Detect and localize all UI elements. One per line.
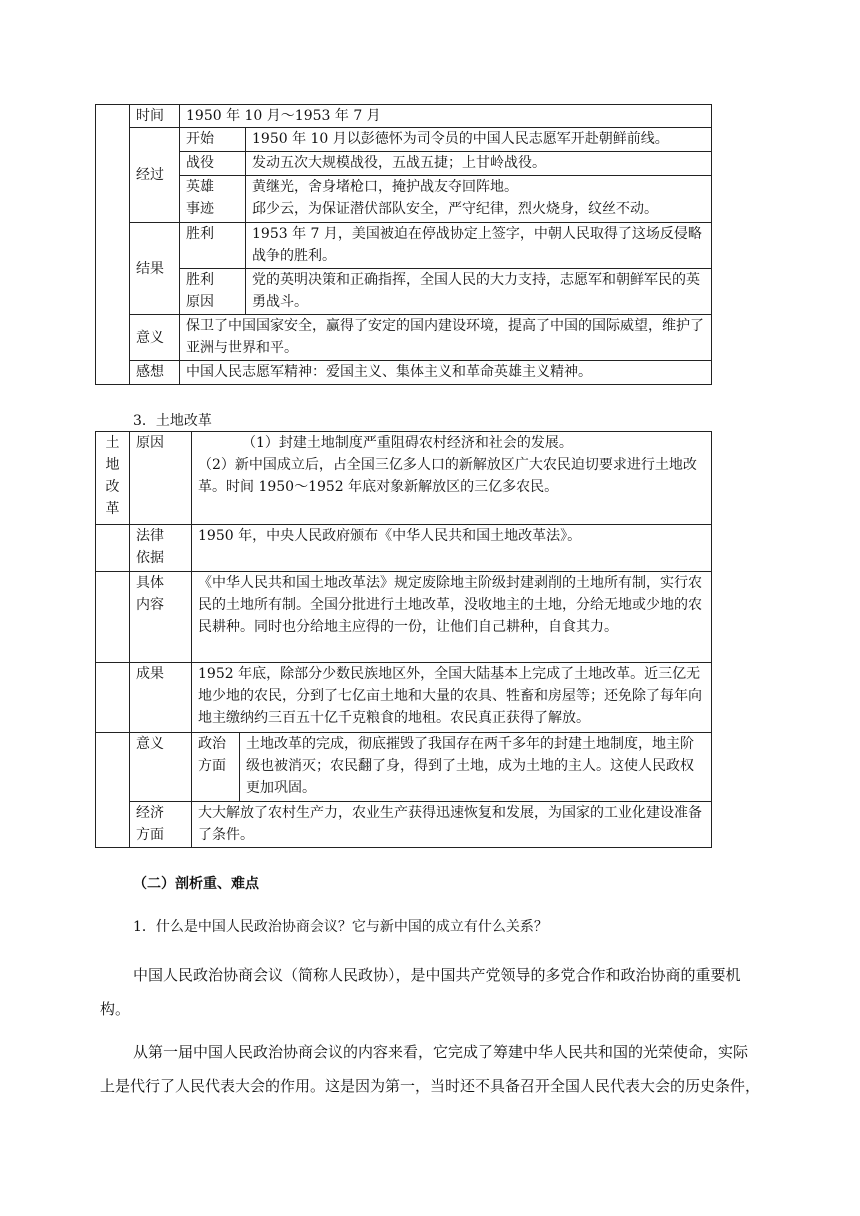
blank-cell (96, 525, 130, 572)
start-label: 开始 (180, 128, 246, 152)
reason-value: 党的英明决策和正确指挥，全国人民的大力支持，志愿军和朝鲜军民的英勇战斗。 (246, 269, 712, 315)
blank-cell (96, 663, 130, 733)
law-value: 1950 年，中央人民政府颁布《中华人民共和国土地改革法》。 (192, 525, 712, 572)
cause-label: 原因 (130, 432, 192, 525)
reason-label: 胜利 原因 (180, 269, 246, 315)
content-label: 具体 内容 (130, 572, 192, 663)
content-value: 《中华人民共和国土地改革法》规定废除地主阶级封建剥削的土地所有制，实行农民的土地所有制。全国分批进行土地改革，没收地主的土地，分给无地或少地的农民耕种。同时也分给地主应得的一份，让他们自己耕种，自食其力。 (192, 572, 712, 663)
side-blank-cell (96, 105, 130, 385)
economy-label: 经济 方面 (130, 802, 192, 848)
law-label: 法律 依据 (130, 525, 192, 572)
land-side-label: 土 地 改 革 (96, 432, 130, 525)
result-label: 结果 (130, 223, 180, 315)
result-value: 1952 年底，除部分少数民族地区外，全国大陆基本上完成了土地改革。近三亿无地少地的农民，分到了七亿亩土地和大量的农具、牲畜和房屋等；还免除了每年向地主缴纳约三百五十亿千克粮食的地租。农民真正获得了解放。 (192, 663, 712, 733)
blank-cell (96, 733, 130, 848)
time-value: 1950 年 10 月～1953 年 7 月 (180, 105, 712, 128)
cause-cell (192, 432, 712, 525)
feeling-label: 感想 (130, 361, 180, 385)
section-heading: （二）剖析重、难点 (133, 876, 259, 892)
meaning-label: 意义 (130, 733, 192, 802)
blank-cell (96, 572, 130, 663)
battle-label: 战役 (180, 152, 246, 176)
cause-value-1: （1）封建土地制度严重阻碍农村经济和社会的发展。 (242, 435, 573, 451)
politics-value: 土地改革的完成，彻底摧毁了我国存在两千多年的封建土地制度，地主阶级也被消灭；农民翻了身，得到了土地，成为土地的主人。这使人民政权更加巩固。 (240, 733, 712, 802)
economy-value: 大大解放了农村生产力，农业生产获得迅速恢复和发展，为国家的工业化建设准备了条件。 (192, 802, 712, 848)
korea-war-table (95, 104, 712, 385)
meaning-value: 保卫了中国国家安全，赢得了安定的国内建设环境，提高了中国的国际威望，维护了亚洲与世界和平。 (180, 315, 712, 361)
battle-value: 发动五次大规模战役，五战五捷；上甘岭战役。 (246, 152, 712, 176)
victory-label: 胜利 (180, 223, 246, 269)
process-label: 经过 (130, 128, 180, 223)
land-reform-table (95, 431, 712, 848)
question-heading: 1．什么是中国人民政治协商会议？它与新中国的成立有什么关系？ (133, 919, 548, 935)
hero-value: 黄继光，舍身堵枪口，掩护战友夺回阵地。 邱少云，为保证潜伏部队安全，严守纪律，烈火烧身，纹丝不动。 (246, 176, 712, 223)
land-reform-heading: 3．土地改革 (133, 413, 212, 429)
meaning-label: 意义 (130, 315, 180, 361)
result-label: 成果 (130, 663, 192, 733)
start-value: 1950 年 10 月以彭德怀为司令员的中国人民志愿军开赴朝鲜前线。 (246, 128, 712, 152)
hero-label: 英雄 事迹 (180, 176, 246, 223)
feeling-value: 中国人民志愿军精神：爱国主义、集体主义和革命英雄主义精神。 (180, 361, 712, 385)
paragraph-2: 从第一届中国人民政治协商会议的内容来看，它完成了筹建中华人民共和国的光荣使命，实际上是代行了人民代表大会的作用。这是因为第一，当时还不具备召开全国人民代表大会的历史条件， (100, 1043, 761, 1095)
time-label: 时间 (130, 105, 180, 128)
victory-value: 1953 年 7 月，美国被迫在停战协定上签字，中朝人民取得了这场反侵略战争的胜利。 (246, 223, 712, 269)
cause-value-2: （2）新中国成立后，占全国三亿多人口的新解放区广大农民迫切要求进行土地改革。时间 1950～1952 年底对象新解放区的三亿多农民。 (198, 457, 697, 495)
politics-label: 政治 方面 (192, 733, 240, 802)
paragraph-1: 中国人民政治协商会议（简称人民政协），是中国共产党领导的多党合作和政治协商的重要机构。 (100, 966, 741, 1018)
